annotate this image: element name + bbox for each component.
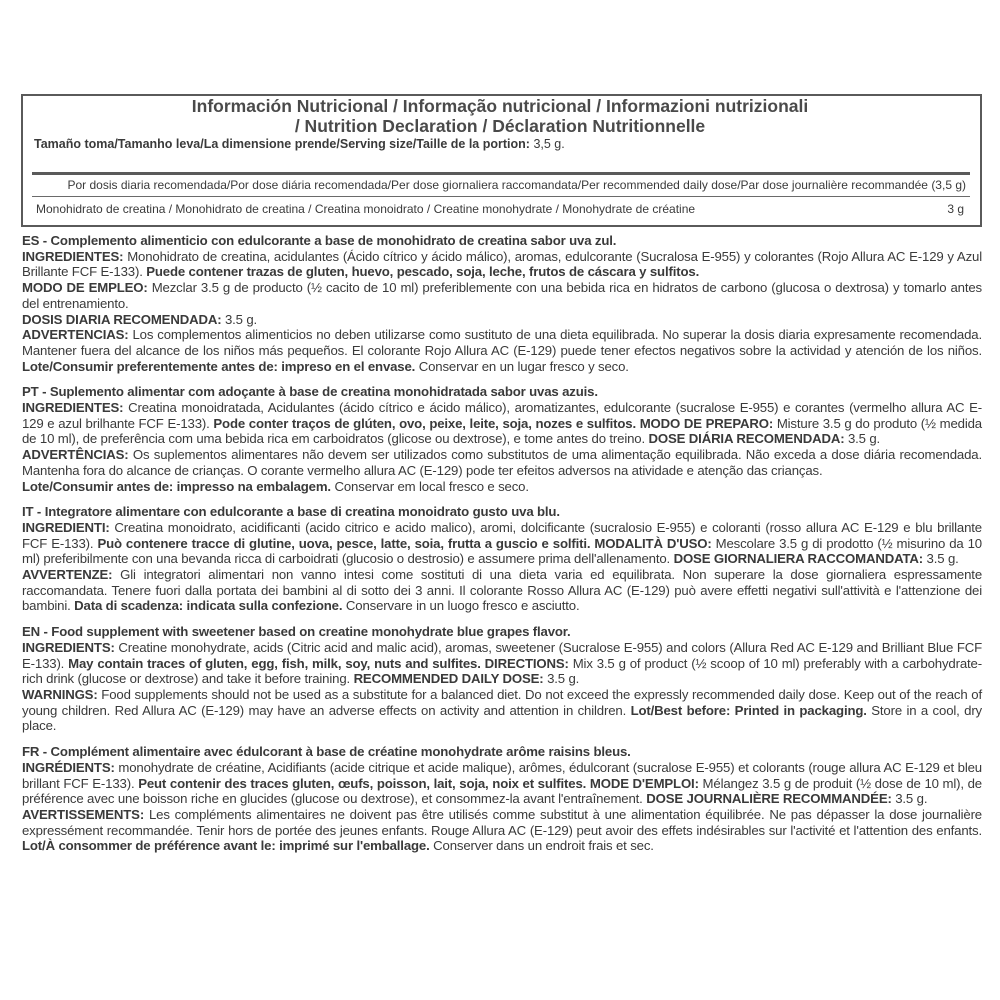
storage-text: Conservar en un lugar fresco y seco. xyxy=(415,358,629,374)
warnings-text: Los complementos alimenticios no deben utilizarse como sustituto de una dieta equilibrada. No superar la dosis diaria expresamente recomendada. Mantener fuera del alcance de los niños más pequeños. El colorante Rojo Allura AC (E-129) puede tener efectos negativos sobre la actividad y atención de los niños. xyxy=(22,327,982,358)
section-heading: EN - Food supplement with sweetener based on creatine monohydrate blue grapes flavor. xyxy=(22,624,571,640)
daily-dose-label: DOSE DIÁRIA RECOMENDADA: xyxy=(648,431,845,447)
storage-text: Store in a cool, dry place. xyxy=(22,702,982,734)
warnings-text: Food supplements should not be used as a substitute for a balanced diet. Do not exceed the expressly recommended daily dose. Keep out of the reach of young children. Red Allura AC (E-129) may have an adverse effects on activity and attention in children. xyxy=(22,686,982,718)
warnings-label: WARNINGS: xyxy=(22,686,98,702)
storage-text: Conservar em local fresco e seco. xyxy=(330,478,529,494)
section-en xyxy=(22,624,982,734)
section-heading: FR - Complément alimentaire avec édulcorant à base de créatine monohydrate arôme raisins bleus. xyxy=(22,744,631,760)
allergen-text: Può contenere tracce di glutine, uova, pesce, latte, soia, frutta a guscio e solfiti. xyxy=(97,535,591,551)
section-fr xyxy=(22,744,982,854)
section-pt xyxy=(22,384,982,494)
directions-text: Mescolare 3.5 g di prodotto (½ misurino da 10 ml) preferibilmente con una bevanda ricca di carboidrati (glucosio o destrosio) e assumere prima dell'allenamento. xyxy=(22,535,982,567)
ingredients-text: monohydrate de créatine, Acidifiants (acide citrique et acide malique), arômes, édulcorant (sucralose E-955) et colorants (rouge allura AC E-129 et bleu brillant FCF E-133). xyxy=(22,759,982,791)
section-it xyxy=(22,504,982,614)
daily-dose-label: RECOMMENDED DAILY DOSE: xyxy=(353,671,544,687)
ingredients-text: Creatina monoidrato, acidificanti (acido citrico e acido malico), aromi, dolcificante (sucralosio E-955) e coloranti (rosso allura AC E-129 e blu brillante FCF E-133). xyxy=(22,519,982,551)
per-dose-header: Por dosis diaria recomendada/Por dose diária recomendada/Per dose giornaliera raccomandata/Per recommended daily dose/Par dose journalière recommandée (3,5 g) xyxy=(67,178,966,192)
warnings-text: Gli integratori alimentari non vanno intesi come sostituti di una dieta varia ed equilibrata. Non superare la dose giornaliera espressamente raccomandata. Tenere fuori dalla portata dei bambini al di sotto dei 3 anni. Il colorante Rosso Allura AC (E-129) può avere effetti negativi sull'attività e l'attenzione dei bambini. xyxy=(22,567,982,614)
daily-dose-text: 3.5 g. xyxy=(891,791,928,807)
ingredients-label: INGREDIENTES: xyxy=(22,248,124,264)
title-line-1: Información Nutricional / Informação nutricional / Informazioni nutrizionali xyxy=(191,96,809,116)
nutrient-row-value: 3 g xyxy=(947,202,964,216)
serving-size-value: 3,5 g. xyxy=(533,137,565,151)
directions-label: MODE D'EMPLOI: xyxy=(586,775,699,791)
warnings-label: ADVERTENCIAS: xyxy=(22,327,129,343)
ingredients-label: INGREDIENTI: xyxy=(22,519,110,535)
ingredients-label: INGREDIENTES: xyxy=(22,400,124,416)
nutrient-row-label: Monohidrato de creatina / Monohidrato de creatina / Creatina monoidrato / Creatine monohydrate / Monohydrate de créatine xyxy=(36,202,696,216)
lot-label: Lote/Consumir antes de: impresso na embalagem. xyxy=(22,478,331,494)
allergen-text: Pode conter traços de glúten, ovo, peixe, leite, soja, nozes e sulfitos. xyxy=(213,415,636,431)
warnings-text: Os suplementos alimentares não devem ser utilizados como substitutos de uma alimentação equilibrada. Não exceda a dose diária recomendada. Mantenha fora do alcance de crianças. O corante vermelho allura AC (E-129) pode ter efeitos adversos na atividade e atenção das crianças. xyxy=(22,447,982,478)
daily-dose-text: 3.5 g. xyxy=(543,671,580,687)
daily-dose-text: 3.5 g. xyxy=(844,431,881,447)
lot-label: Lote/Consumir preferentemente antes de: impreso en el envase. xyxy=(22,358,416,374)
allergen-text: Peut contenir des traces gluten, œufs, poisson, lait, soja, noix et sulfites. xyxy=(138,775,587,791)
nutrition-table-title xyxy=(0,96,1000,136)
section-heading: IT - Integratore alimentare con edulcorante a base di creatina monoidrato gusto uva blu. xyxy=(22,504,560,520)
directions-label: MODO DE EMPLEO: xyxy=(22,280,148,296)
warnings-text: Les compléments alimentaires ne doivent pas être utilisés comme substitut à une alimentation équilibrée. Ne pas dépasser la dose journalière expressément recommandée. Tenir hors de portée des jeunes enfants. Rouge Allura AC (E-129) peut avoir des effets indésirables sur l'activité et l'attention des enfants. xyxy=(22,806,982,838)
directions-text: Misture 3.5 g do produto (½ medida de 10 ml), de preferência com uma bebida rica em carboidratos (glicose ou dextrose), e tome antes do treino. xyxy=(22,415,982,447)
daily-dose-text: 3.5 g. xyxy=(221,311,258,327)
allergen-text: May contain traces of gluten, egg, fish, milk, soy, nuts and sulfites. xyxy=(68,655,481,671)
lot-label: Lot/Best before: Printed in packaging. xyxy=(630,702,867,718)
daily-dose-label: DOSE GIORNALIERA RACCOMANDATA: xyxy=(673,551,924,567)
directions-label: MODO DE PREPARO: xyxy=(635,415,774,431)
ingredients-label: INGRÉDIENTS: xyxy=(22,759,115,775)
serving-size xyxy=(34,137,565,151)
daily-dose-label: DOSIS DIARIA RECOMENDADA: xyxy=(22,311,222,327)
ingredients-text: Monohidrato de creatina, acidulantes (Ácido cítrico y ácido málico), aromas, edulcorante (Sucralosa E-955) y colorantes (Rojo Allura AC E-129 y Azul Brillante FCF E-133). xyxy=(22,248,982,280)
section-es xyxy=(22,233,982,374)
ingredients-text: Creatina monoidratada, Acidulantes (ácido cítrico e ácido málico), aromatizantes, edulcorante (sucralose E-955) e corantes (vermelho allura AC E-129 e azul brilhante FCF E-133). xyxy=(22,400,982,431)
section-heading: ES - Complemento alimenticio con edulcorante a base de monohidrato de creatina sabor uva zul. xyxy=(22,233,617,248)
lot-label: Data di scadenza: indicata sulla confezione. xyxy=(74,598,343,614)
label-text-body xyxy=(22,233,982,864)
directions-label: MODALITÀ D'USO: xyxy=(590,535,712,551)
directions-label: DIRECTIONS: xyxy=(480,655,569,671)
allergen-text: Puede contener trazas de gluten, huevo, pescado, soja, leche, frutos de cáscara y sulfitos. xyxy=(146,264,700,280)
warnings-label: ADVERTÊNCIAS: xyxy=(22,447,129,463)
warnings-label: AVERTISSEMENTS: xyxy=(22,806,145,822)
warnings-label: AVVERTENZE: xyxy=(22,567,113,583)
daily-dose-text: 3.5 g. xyxy=(923,551,959,567)
table-divider-thin xyxy=(32,196,970,197)
ingredients-label: INGREDIENTS: xyxy=(22,639,115,655)
section-heading: PT - Suplemento alimentar com adoçante à base de creatina monohidratada sabor uvas azuis. xyxy=(22,384,598,400)
storage-text: Conserver dans un endroit frais et sec. xyxy=(429,838,654,854)
directions-text: Mezclar 3.5 g de producto (½ cacito de 10 ml) preferiblemente con una bebida rica en hidratos de carbono (glucosa o dextrosa) y tomarlo antes del entrenamiento. xyxy=(22,280,982,311)
storage-text: Conservare in un luogo fresco e asciutto. xyxy=(342,598,580,614)
lot-label: Lot/À consommer de préférence avant le: imprimé sur l'emballage. xyxy=(22,838,430,854)
directions-text: Mix 3.5 g of product (½ scoop of 10 ml) preferably with a carbohydrate-rich drink (glucose or dextrose) and take it before training. xyxy=(22,655,982,687)
ingredients-text: Creatine monohydrate, acids (Citric acid and malic acid), aromas, sweetener (Sucralose E-955) and colors (Allura Red AC E-129 and Brilliant Blue FCF E-133). xyxy=(22,639,982,671)
title-line-2: / Nutrition Declaration / Déclaration Nutritionnelle xyxy=(294,116,706,136)
daily-dose-label: DOSE JOURNALIÈRE RECOMMANDÉE: xyxy=(646,791,892,807)
table-divider-thick xyxy=(32,172,970,175)
directions-text: Mélangez 3.5 g de produit (½ dose de 10 ml), de préférence avec une boisson riche en glucides (glucose ou dextrose), et consommez-la avant l'entraînement. xyxy=(22,775,982,807)
serving-size-label: Tamaño toma/Tamanho leva/La dimensione prende/Serving size/Taille de la portion: xyxy=(34,137,530,151)
